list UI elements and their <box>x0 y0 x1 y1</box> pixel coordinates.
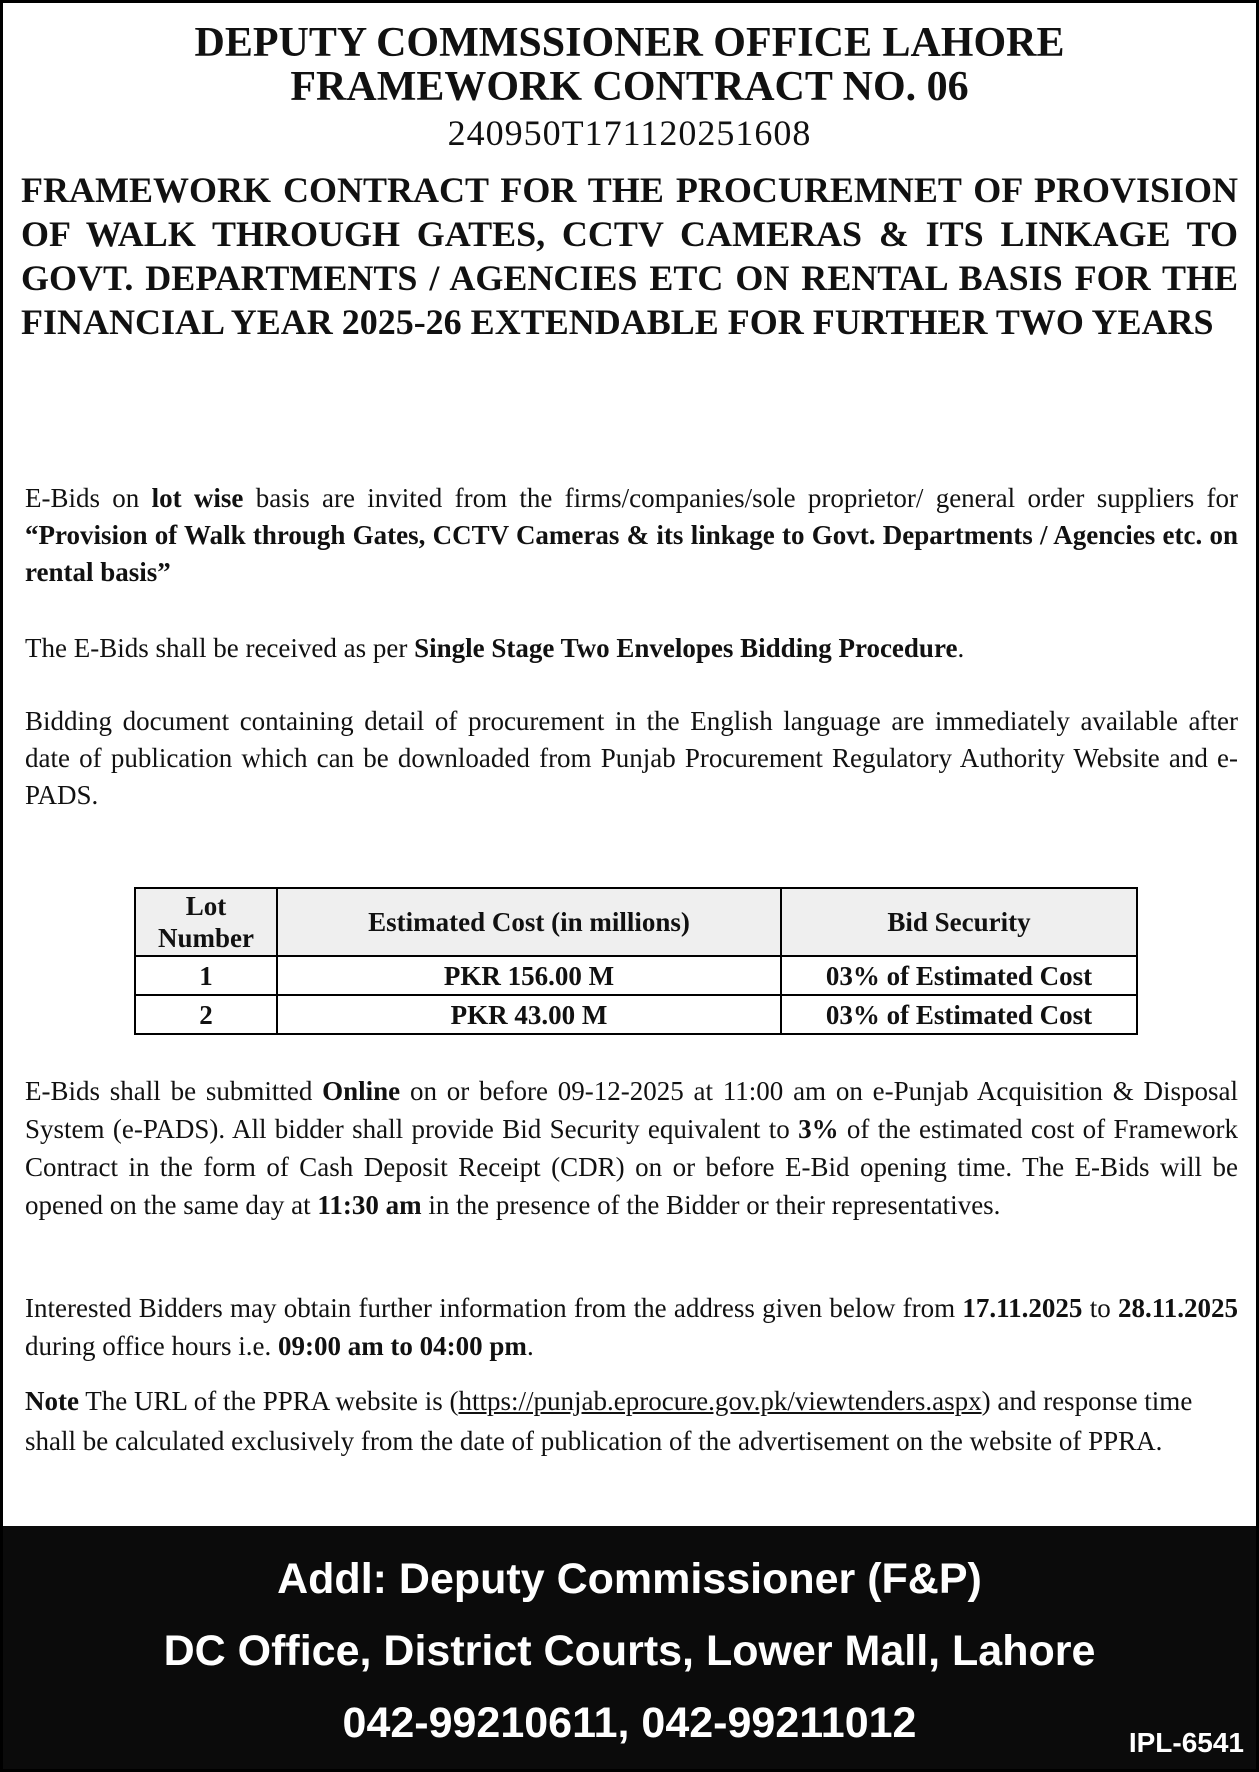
document-paragraph: Bidding document containing detail of procurement in the English language are immediately available after date of publication which can be downloaded from Punjab Procurement Regulatory Authority Website and e-PADS. <box>25 706 1238 810</box>
intro-paragraph: E-Bids on lot wise basis are invited from the firms/companies/sole proprietor/ general order suppliers for “Provision of Walk through Gates, CCTV Cameras & its linkage to Govt. Departments / Agencies etc. on rental basis” <box>25 483 1239 587</box>
table-row <box>135 956 1137 995</box>
bid-security-cell: 03% of Estimated Cost <box>781 956 1137 995</box>
col-bid-security: Bid Security <box>781 888 1137 956</box>
footer-designation: Addl: Deputy Commissioner (F&P) <box>277 1555 982 1603</box>
col-lot-number: Lot Number <box>135 888 277 956</box>
contact-footer <box>3 1526 1256 1769</box>
col-estimated-cost: Estimated Cost (in millions) <box>277 888 781 956</box>
tender-code: 240950T171120251608 <box>447 113 812 153</box>
procedure-paragraph: The E-Bids shall be received as per Single Stage Two Envelopes Bidding Procedure. <box>25 633 965 663</box>
bid-security-cell: 03% of Estimated Cost <box>781 995 1137 1034</box>
lot-number-cell: 1 <box>135 956 277 995</box>
table-row <box>135 995 1137 1034</box>
estimated-cost-cell: PKR 156.00 M <box>277 956 781 995</box>
estimated-cost-cell: PKR 43.00 M <box>277 995 781 1034</box>
footer-phone: 042-99210611, 042-99211012 <box>342 1699 917 1747</box>
ppra-url-link[interactable]: https://punjab.eprocure.gov.pk/viewtenders.aspx <box>458 1386 982 1416</box>
lots-table <box>134 887 1138 1035</box>
submission-paragraph: E-Bids shall be submitted Online on or before 09-12-2025 at 11:00 am on e-Punjab Acquisition & Disposal System (e-PADS). All bidder shall provide Bid Security equivalent to 3% of the estimated cost of Framework Contract in the form of Cash Deposit Receipt (CDR) on or before E-Bid opening time. The E-Bids will be opened on the same day at 11:30 am in the presence of the Bidder or their representatives. <box>25 1076 1238 1220</box>
table-header-row <box>135 888 1137 956</box>
info-paragraph: Interested Bidders may obtain further information from the address given below from 17.11.2025 to 28.11.2025 during office hours i.e. 09:00 am to 04:00 pm. <box>25 1293 1238 1361</box>
lot-number-cell: 2 <box>135 995 277 1034</box>
footer-address: DC Office, District Courts, Lower Mall, Lahore <box>163 1627 1096 1675</box>
note-paragraph: Note The URL of the PPRA website is (https://punjab.eprocure.gov.pk/viewtenders.aspx) and response time shall be calculated exclusively from the date of publication of the advertisement on the website of PPRA. <box>25 1386 1193 1456</box>
notice-title: FRAMEWORK CONTRACT FOR THE PROCUREMNET OF PROVISION OF WALK THROUGH GATES, CCTV CAMERAS & ITS LINKAGE TO GOVT. DEPARTMENTS / AGENCIES ETC ON RENTAL BASIS FOR THE FINANCIAL YEAR 2025-26 EXTENDABLE FOR FURTHER TWO YEARS <box>21 170 1238 342</box>
office-heading: DEPUTY COMMSSIONER OFFICE LAHORE <box>194 20 1065 66</box>
contract-heading: FRAMEWORK CONTRACT NO. 06 <box>290 64 969 110</box>
footer-ad-code: IPL-6541 <box>1128 1727 1244 1758</box>
